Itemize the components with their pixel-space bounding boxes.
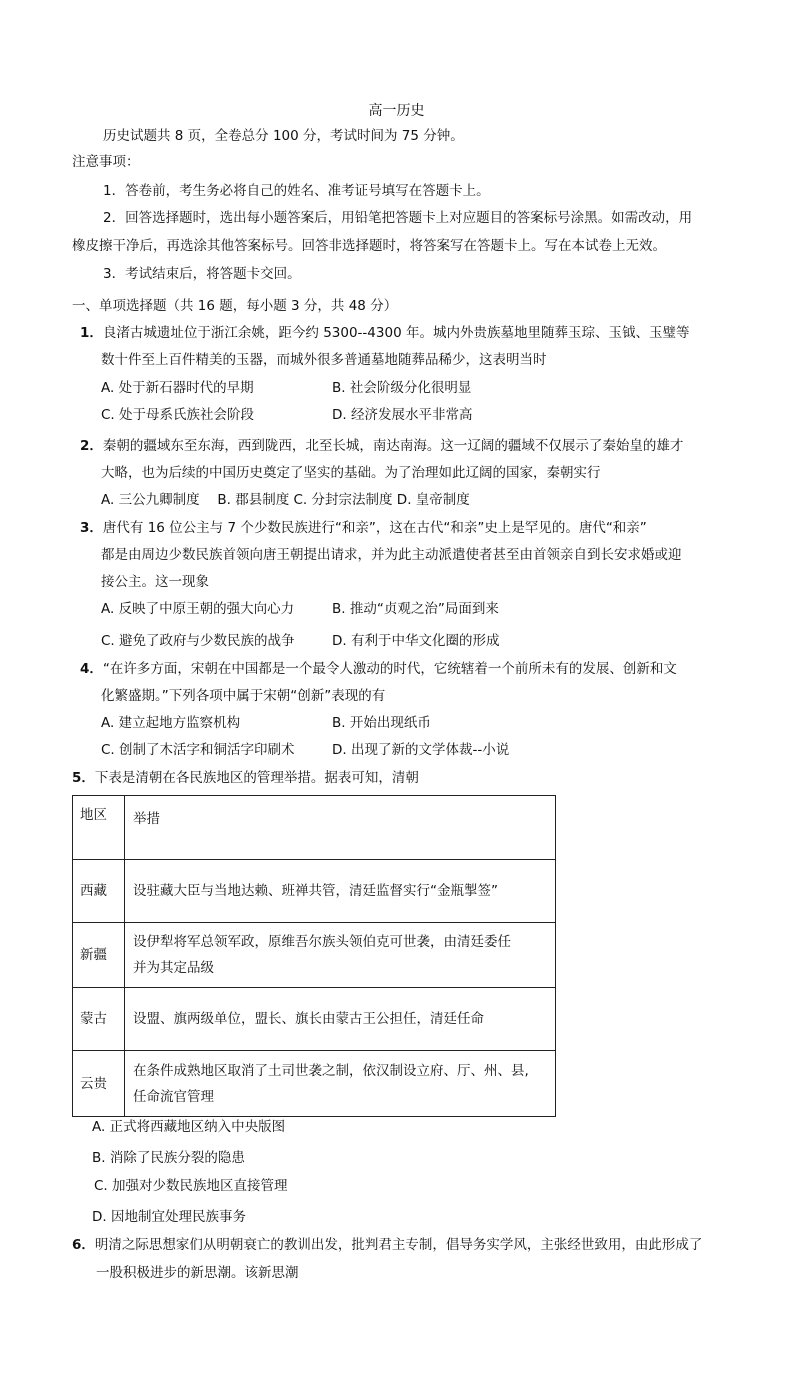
table-cell: 西藏 (73, 860, 125, 923)
option-b: B. 开始出现纸币 (332, 715, 431, 731)
notice-item-1: 1．答卷前，考生务必将自己的姓名、准考证号填写在答题卡上。 (103, 183, 490, 199)
question-number: 6． (72, 1237, 95, 1253)
question-4-cont: 化繁盛期。”下列各项中属于宋朝“创新”表现的有 (101, 688, 386, 704)
table-cell: 举措 (125, 796, 556, 860)
option-c: C. 创制了木活字和铜活字印刷术 (101, 742, 295, 758)
table-row (73, 796, 556, 860)
section-heading: 一、单项选择题（共 16 题，每小题 3 分，共 48 分） (72, 298, 398, 314)
option-a: A. 反映了中原王朝的强大向心力 (101, 601, 295, 617)
table-row (73, 1051, 556, 1117)
option-b: B. 社会阶级分化很明显 (332, 380, 472, 396)
question-5 (72, 769, 419, 787)
table-cell: 蒙古 (73, 988, 125, 1051)
question-text: “在许多方面，宋朝在中国都是一个最令人激动的时代，它统辖着一个前所未有的发展、创新和文 (102, 661, 677, 677)
question-text: 唐代有 16 位公主与 7 个少数民族进行“和亲”，这在古代“和亲”史上是罕见的。唐代“和亲” (102, 520, 647, 536)
option-a: A. 正式将西藏地区纳入中央版图 (92, 1119, 286, 1135)
question-number: 2． (80, 438, 103, 454)
notice-item-2-cont: 橡皮擦干净后，再选涂其他答案标号。回答非选择题时，将答案写在答题卡上。写在本试卷上无效。 (72, 238, 666, 254)
option-b: B. 推动“贞观之治”局面到来 (332, 601, 499, 617)
cell-line: 在条件成熟地区取消了土司世袭之制，依汉制设立府、厅、州、县, (133, 1062, 529, 1079)
table-cell (125, 923, 556, 988)
option-d: D. 出现了新的文学体裁--小说 (332, 742, 510, 758)
cell-line: 设伊犁将军总领军政，原维吾尔族头领伯克可世袭，由清廷委任 (133, 934, 511, 950)
table-cell (125, 1051, 556, 1117)
question-3-cont: 都是由周边少数民族首领向唐王朝提出请求，并为此主动派遣使者甚至由首领亲自到长安求婚或迎 (101, 547, 682, 563)
question-1 (80, 324, 689, 342)
question-6 (72, 1236, 702, 1254)
option-d: D. 有利于中华文化圈的形成 (332, 633, 500, 649)
question-number: 5． (72, 770, 95, 786)
question-text: 秦朝的疆域东至东海，西到陇西，北至长城，南达南海。这一辽阔的疆域不仅展示了秦始皇的雄才 (102, 438, 684, 454)
notice-item-2: 2．回答选择题时，选出每小题答案后，用铅笔把答题卡上对应题目的答案标号涂黑。如需改动，用 (103, 210, 693, 226)
table-row (73, 988, 556, 1051)
option-c: C. 避免了政府与少数民族的战争 (101, 633, 295, 649)
cell-line: 任命流官管理 (133, 1088, 214, 1105)
question-1-cont: 数十件至上百件精美的玉器，而城外很多普通墓地随葬品稀少，这表明当时 (101, 352, 547, 368)
question-number: 3． (80, 520, 103, 536)
table-row (73, 923, 556, 988)
notice-heading: 注意事项： (72, 154, 140, 170)
table-cell: 云贵 (73, 1051, 125, 1117)
exam-intro: 历史试题共 8 页，全卷总分 100 分，考试时间为 75 分钟。 (103, 128, 464, 144)
option-c: C. 加强对少数民族地区直接管理 (94, 1178, 288, 1194)
option-a: A. 建立起地方监察机构 (101, 715, 241, 731)
option-a: A. 处于新石器时代的早期 (101, 380, 254, 396)
option-b: B. 消除了民族分裂的隐患 (92, 1150, 245, 1166)
page-title: 高一历史 (368, 103, 425, 119)
options: A. 三公九卿制度 B. 郡县制度 C. 分封宗法制度 D. 皇帝制度 (101, 492, 470, 508)
table-cell: 地区 (73, 796, 125, 860)
notice-item-3: 3．考试结束后，将答题卡交回。 (103, 266, 301, 282)
table-cell: 设驻藏大臣与当地达赖、班禅共管，清廷监督实行“金瓶掣签” (125, 860, 556, 923)
table-row (73, 860, 556, 923)
question-2 (80, 437, 683, 455)
option-d: D. 经济发展水平非常高 (332, 407, 473, 423)
table-cell: 新疆 (73, 923, 125, 988)
question-4 (80, 660, 677, 678)
cell-line: 并为其定品级 (133, 960, 214, 976)
option-d: D. 因地制宜处理民族事务 (92, 1209, 246, 1225)
question-number: 1． (80, 325, 103, 341)
option-c: C. 处于母系氏族社会阶段 (101, 407, 255, 423)
question-3-cont2: 接公主。这一现象 (101, 574, 209, 590)
table-cell: 设盟、旗两级单位，盟长、旗长由蒙古王公担任，清廷任命 (125, 988, 556, 1051)
question-number: 4． (80, 661, 103, 677)
question-text: 明清之际思想家们从明朝衰亡的教训出发，批判君主专制，倡导务实学风，主张经世致用，由此形成了 (94, 1237, 703, 1253)
question-6-cont: 一股积极进步的新思潮。该新思潮 (96, 1265, 299, 1281)
question-text: 下表是清朝在各民族地区的管理举措。据表可知，清朝 (94, 770, 419, 786)
measures-table (72, 795, 556, 1117)
question-2-cont: 大略，也为后续的中国历史奠定了坚实的基础。为了治理如此辽阔的国家，秦朝实行 (101, 465, 601, 481)
question-3 (80, 519, 647, 537)
question-text: 良渚古城遗址位于浙江余姚，距今约 5300--4300 年。城内外贵族墓地里随葬玉琮、玉钺、玉璧等 (102, 325, 690, 341)
